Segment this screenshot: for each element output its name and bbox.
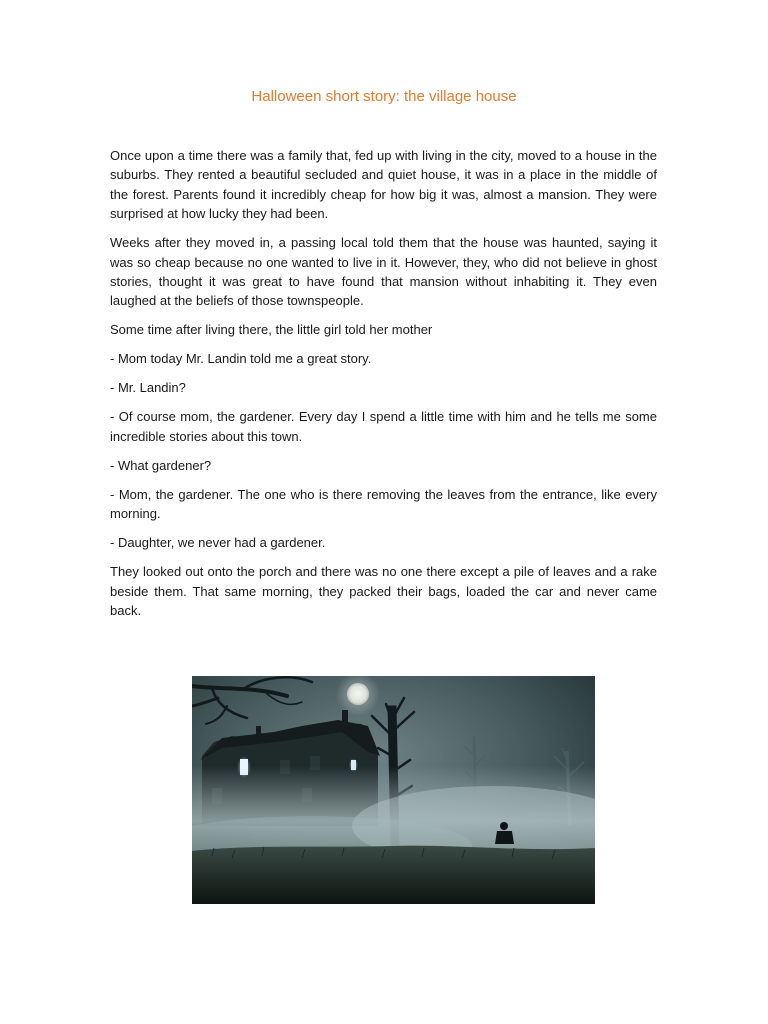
dialogue-line: - Of course mom, the gardener. Every day I spend a little time with him and he tells me some incredible stories about this town. — [110, 409, 657, 444]
dialogue-line: - Mom, the gardener. The one who is there removing the leaves from the entrance, like every morning. — [110, 486, 657, 522]
haunted-house-illustration — [192, 676, 595, 904]
dialogue-line: - Mr. Landin? — [110, 380, 186, 396]
dialogue-line: - Daughter, we never had a gardener. — [110, 535, 326, 551]
haunted-house-image — [192, 676, 595, 904]
dialogue-line: - What gardener? — [110, 457, 212, 473]
story-body — [110, 146, 657, 630]
paragraph: Once upon a time there was a family that, fed up with living in the city, moved to a house in the suburbs. They rented a beautiful secluded and quiet house, it was in a place in the middle of the forest. Parents found it incredibly cheap for how big it was, almost a mansion. They were surprised at how lucky they had been. — [110, 148, 657, 222]
moon — [347, 683, 369, 705]
paragraph: They looked out onto the porch and there was no one there except a pile of leaves and a rake beside them. That same morning, they packed their bags, loaded the car and never came back. — [110, 564, 657, 619]
paragraph: Some time after living there, the little girl told her mother — [110, 322, 433, 338]
paragraph: Weeks after they moved in, a passing local told them that the house was haunted, saying it was so cheap because no one wanted to live in it. However, they, who did not believe in ghost stories, thought it was great to have found that mansion without inhabiting it. They even laughed at the beliefs of those townspeople. — [110, 235, 657, 309]
story-title: Halloween short story: the village house — [251, 88, 517, 105]
ground — [192, 846, 595, 904]
dialogue-line: - Mom today Mr. Landin told me a great story. — [110, 351, 372, 367]
